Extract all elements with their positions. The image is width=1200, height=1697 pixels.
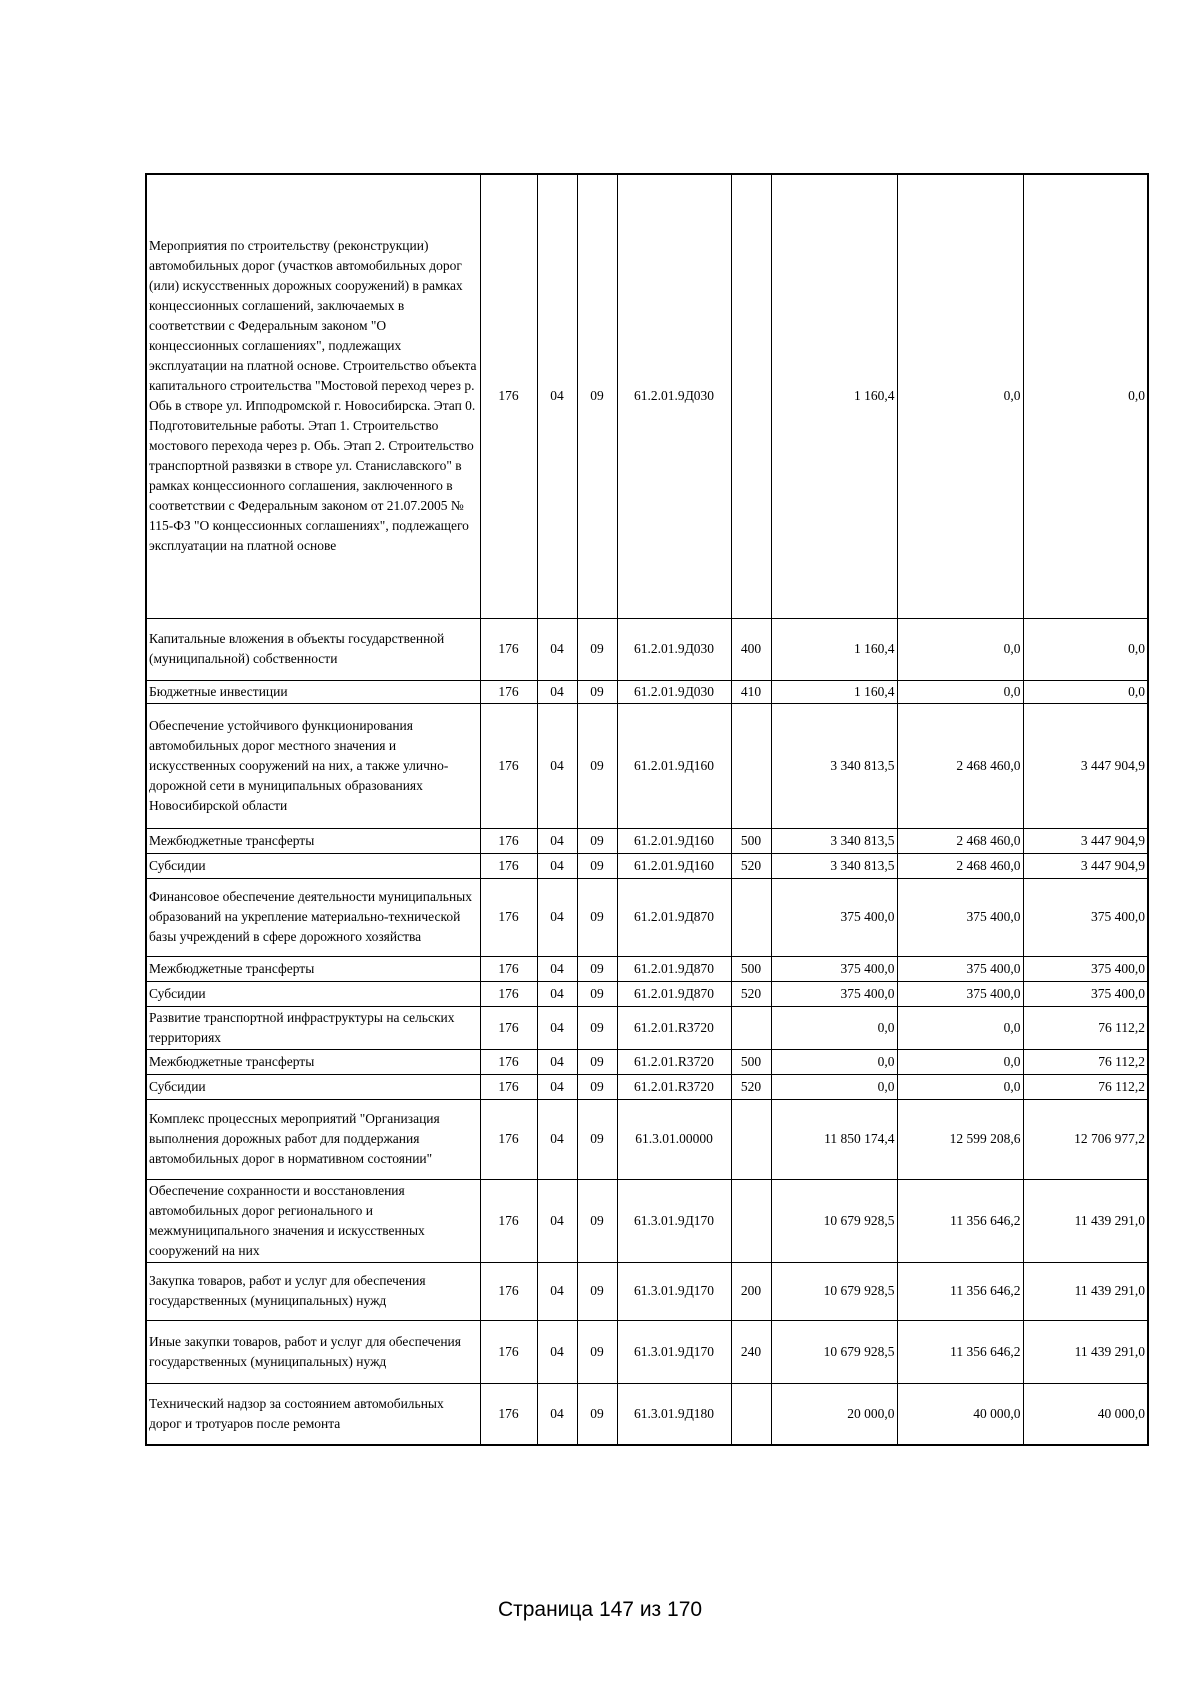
row-name: Закупка товаров, работ и услуг для обеспечения государственных (муниципальных) нужд (146, 1262, 480, 1320)
row-section-code: 04 (537, 828, 577, 853)
row-section-code: 04 (537, 1262, 577, 1320)
row-amount-year-2: 2 468 460,0 (897, 828, 1023, 853)
row-amount-year-3: 3 447 904,9 (1023, 853, 1148, 878)
row-subsection-code: 09 (577, 1262, 617, 1320)
row-grbs-code: 176 (480, 1262, 537, 1320)
row-grbs-code: 176 (480, 853, 537, 878)
row-section-code: 04 (537, 618, 577, 680)
row-section-code: 04 (537, 981, 577, 1006)
row-amount-year-3: 0,0 (1023, 174, 1148, 618)
row-name: Капитальные вложения в объекты государственной (муниципальной) собственности (146, 618, 480, 680)
row-section-code: 04 (537, 703, 577, 828)
row-subsection-code: 09 (577, 1179, 617, 1262)
row-amount-year-3: 11 439 291,0 (1023, 1262, 1148, 1320)
table-row (146, 956, 1148, 981)
table-row (146, 828, 1148, 853)
row-expense-type: 520 (731, 1074, 771, 1099)
row-expense-type: 500 (731, 828, 771, 853)
row-amount-year-3: 3 447 904,9 (1023, 703, 1148, 828)
row-grbs-code: 176 (480, 1179, 537, 1262)
row-name: Межбюджетные трансферты (146, 1049, 480, 1074)
table-row (146, 853, 1148, 878)
row-target-article: 61.2.01.9Д030 (617, 618, 731, 680)
row-section-code: 04 (537, 1006, 577, 1049)
row-amount-year-3: 0,0 (1023, 618, 1148, 680)
row-section-code: 04 (537, 1099, 577, 1179)
row-amount-year-2: 12 599 208,6 (897, 1099, 1023, 1179)
row-expense-type (731, 878, 771, 956)
row-amount-year-2: 11 356 646,2 (897, 1179, 1023, 1262)
row-grbs-code: 176 (480, 703, 537, 828)
row-amount-year-2: 375 400,0 (897, 981, 1023, 1006)
row-subsection-code: 09 (577, 1099, 617, 1179)
row-subsection-code: 09 (577, 956, 617, 981)
table-row (146, 618, 1148, 680)
row-target-article: 61.2.01.9Д870 (617, 956, 731, 981)
row-amount-year-1: 20 000,0 (771, 1383, 897, 1445)
row-target-article: 61.2.01.9Д030 (617, 680, 731, 703)
row-amount-year-3: 76 112,2 (1023, 1049, 1148, 1074)
row-section-code: 04 (537, 680, 577, 703)
table-row (146, 981, 1148, 1006)
row-name: Развитие транспортной инфраструктуры на сельских территориях (146, 1006, 480, 1049)
row-amount-year-1: 3 340 813,5 (771, 853, 897, 878)
row-target-article: 61.2.01.9Д870 (617, 878, 731, 956)
row-grbs-code: 176 (480, 981, 537, 1006)
row-name: Межбюджетные трансферты (146, 956, 480, 981)
table-row (146, 878, 1148, 956)
row-amount-year-3: 375 400,0 (1023, 981, 1148, 1006)
table-row (146, 1099, 1148, 1179)
row-name: Мероприятия по строительству (реконструкции) автомобильных дорог (участков автомобильных дорог (или) искусственных дорожных сооружений) в рамках концессионных соглашений, заключаемых в соответствии с Федеральным законом "О концессионных соглашениях", подлежащих эксплуатации на платной основе. Строительство объекта капитального строительства "Мостовой переход через р. Обь в створе ул. Ипподромской г. Новосибирска. Этап 0. Подготовительные работы. Этап 1. Строительство мостового перехода через р. Обь. Этап 2. Строительство транспортной развязки в створе ул. Станиславского" в рамках концессионного соглашения, заключенного в соответствии с Федеральным законом от 21.07.2005 № 115-ФЗ "О концессионных соглашениях", подлежащего эксплуатации на платной основе (146, 174, 480, 618)
row-amount-year-3: 11 439 291,0 (1023, 1320, 1148, 1383)
table-row (146, 1049, 1148, 1074)
row-amount-year-1: 10 679 928,5 (771, 1179, 897, 1262)
row-amount-year-1: 3 340 813,5 (771, 828, 897, 853)
row-expense-type (731, 1099, 771, 1179)
row-amount-year-2: 375 400,0 (897, 956, 1023, 981)
row-name: Бюджетные инвестиции (146, 680, 480, 703)
row-amount-year-1: 1 160,4 (771, 680, 897, 703)
row-subsection-code: 09 (577, 703, 617, 828)
table-row (146, 680, 1148, 703)
table-row (146, 1074, 1148, 1099)
row-amount-year-1: 375 400,0 (771, 878, 897, 956)
row-amount-year-2: 0,0 (897, 618, 1023, 680)
row-grbs-code: 176 (480, 1383, 537, 1445)
row-section-code: 04 (537, 1179, 577, 1262)
row-target-article: 61.2.01.9Д870 (617, 981, 731, 1006)
row-target-article: 61.3.01.9Д170 (617, 1320, 731, 1383)
row-name: Иные закупки товаров, работ и услуг для обеспечения государственных (муниципальных) нужд (146, 1320, 480, 1383)
row-expense-type: 500 (731, 956, 771, 981)
row-target-article: 61.3.01.00000 (617, 1099, 731, 1179)
row-subsection-code: 09 (577, 1074, 617, 1099)
table-row (146, 1006, 1148, 1049)
row-amount-year-3: 12 706 977,2 (1023, 1099, 1148, 1179)
row-name: Межбюджетные трансферты (146, 828, 480, 853)
row-grbs-code: 176 (480, 956, 537, 981)
row-amount-year-3: 11 439 291,0 (1023, 1179, 1148, 1262)
row-expense-type (731, 1383, 771, 1445)
row-expense-type (731, 703, 771, 828)
row-subsection-code: 09 (577, 1049, 617, 1074)
row-amount-year-2: 11 356 646,2 (897, 1262, 1023, 1320)
row-amount-year-1: 0,0 (771, 1049, 897, 1074)
row-subsection-code: 09 (577, 853, 617, 878)
row-expense-type (731, 1006, 771, 1049)
row-grbs-code: 176 (480, 174, 537, 618)
row-subsection-code: 09 (577, 1383, 617, 1445)
row-amount-year-3: 0,0 (1023, 680, 1148, 703)
row-subsection-code: 09 (577, 1320, 617, 1383)
row-amount-year-3: 375 400,0 (1023, 956, 1148, 981)
row-section-code: 04 (537, 174, 577, 618)
page-number: Страница 147 из 170 (497, 1598, 703, 1621)
row-grbs-code: 176 (480, 680, 537, 703)
row-target-article: 61.2.01.R3720 (617, 1074, 731, 1099)
row-subsection-code: 09 (577, 680, 617, 703)
row-target-article: 61.2.01.9Д160 (617, 853, 731, 878)
table-row (146, 1262, 1148, 1320)
row-name: Субсидии (146, 853, 480, 878)
row-name: Субсидии (146, 981, 480, 1006)
row-section-code: 04 (537, 878, 577, 956)
row-name: Комплекс процессных мероприятий "Организация выполнения дорожных работ для поддержания автомобильных дорог в нормативном состоянии" (146, 1099, 480, 1179)
row-amount-year-1: 1 160,4 (771, 618, 897, 680)
row-amount-year-2: 2 468 460,0 (897, 703, 1023, 828)
row-amount-year-1: 10 679 928,5 (771, 1320, 897, 1383)
row-grbs-code: 176 (480, 1320, 537, 1383)
table-row (146, 1179, 1148, 1262)
table-row (146, 1320, 1148, 1383)
row-amount-year-2: 0,0 (897, 1049, 1023, 1074)
row-expense-type: 240 (731, 1320, 771, 1383)
row-expense-type (731, 1179, 771, 1262)
row-target-article: 61.2.01.9Д160 (617, 828, 731, 853)
row-target-article: 61.3.01.9Д180 (617, 1383, 731, 1445)
row-section-code: 04 (537, 1074, 577, 1099)
row-target-article: 61.3.01.9Д170 (617, 1179, 731, 1262)
row-target-article: 61.2.01.R3720 (617, 1006, 731, 1049)
row-amount-year-1: 10 679 928,5 (771, 1262, 897, 1320)
row-amount-year-2: 0,0 (897, 174, 1023, 618)
row-target-article: 61.2.01.9Д030 (617, 174, 731, 618)
row-expense-type: 500 (731, 1049, 771, 1074)
row-amount-year-2: 0,0 (897, 1006, 1023, 1049)
row-amount-year-1: 0,0 (771, 1074, 897, 1099)
row-name: Субсидии (146, 1074, 480, 1099)
table-row (146, 703, 1148, 828)
row-subsection-code: 09 (577, 878, 617, 956)
row-amount-year-2: 2 468 460,0 (897, 853, 1023, 878)
row-grbs-code: 176 (480, 878, 537, 956)
row-subsection-code: 09 (577, 174, 617, 618)
row-grbs-code: 176 (480, 1099, 537, 1179)
row-target-article: 61.2.01.9Д160 (617, 703, 731, 828)
row-amount-year-1: 375 400,0 (771, 981, 897, 1006)
row-amount-year-1: 11 850 174,4 (771, 1099, 897, 1179)
row-amount-year-3: 76 112,2 (1023, 1006, 1148, 1049)
row-expense-type: 200 (731, 1262, 771, 1320)
row-expense-type: 400 (731, 618, 771, 680)
row-grbs-code: 176 (480, 1006, 537, 1049)
row-section-code: 04 (537, 1320, 577, 1383)
row-amount-year-1: 3 340 813,5 (771, 703, 897, 828)
row-amount-year-1: 0,0 (771, 1006, 897, 1049)
row-expense-type: 410 (731, 680, 771, 703)
row-amount-year-3: 3 447 904,9 (1023, 828, 1148, 853)
row-target-article: 61.2.01.R3720 (617, 1049, 731, 1074)
row-subsection-code: 09 (577, 981, 617, 1006)
row-amount-year-3: 375 400,0 (1023, 878, 1148, 956)
row-name: Технический надзор за состоянием автомобильных дорог и тротуаров после ремонта (146, 1383, 480, 1445)
row-name: Финансовое обеспечение деятельности муниципальных образований на укрепление материально-технической базы учреждений в сфере дорожного хозяйства (146, 878, 480, 956)
row-subsection-code: 09 (577, 618, 617, 680)
table-row (146, 174, 1148, 618)
row-amount-year-2: 0,0 (897, 680, 1023, 703)
row-amount-year-2: 11 356 646,2 (897, 1320, 1023, 1383)
budget-table-body (146, 174, 1148, 1445)
row-amount-year-2: 0,0 (897, 1074, 1023, 1099)
row-section-code: 04 (537, 1383, 577, 1445)
row-amount-year-1: 375 400,0 (771, 956, 897, 981)
row-grbs-code: 176 (480, 828, 537, 853)
budget-table (145, 173, 1149, 1446)
row-amount-year-2: 40 000,0 (897, 1383, 1023, 1445)
row-amount-year-2: 375 400,0 (897, 878, 1023, 956)
row-amount-year-1: 1 160,4 (771, 174, 897, 618)
row-target-article: 61.3.01.9Д170 (617, 1262, 731, 1320)
row-subsection-code: 09 (577, 1006, 617, 1049)
row-grbs-code: 176 (480, 618, 537, 680)
row-section-code: 04 (537, 956, 577, 981)
row-expense-type: 520 (731, 853, 771, 878)
row-subsection-code: 09 (577, 828, 617, 853)
table-row (146, 1383, 1148, 1445)
row-grbs-code: 176 (480, 1074, 537, 1099)
row-name: Обеспечение сохранности и восстановления автомобильных дорог регионального и межмуниципального значения и искусственных сооружений на них (146, 1179, 480, 1262)
row-amount-year-3: 76 112,2 (1023, 1074, 1148, 1099)
row-amount-year-3: 40 000,0 (1023, 1383, 1148, 1445)
row-name: Обеспечение устойчивого функционирования автомобильных дорог местного значения и искусственных сооружений на них, а также улично-дорожной сети в муниципальных образованиях Новосибирской области (146, 703, 480, 828)
row-expense-type (731, 174, 771, 618)
row-grbs-code: 176 (480, 1049, 537, 1074)
row-section-code: 04 (537, 1049, 577, 1074)
row-section-code: 04 (537, 853, 577, 878)
row-expense-type: 520 (731, 981, 771, 1006)
